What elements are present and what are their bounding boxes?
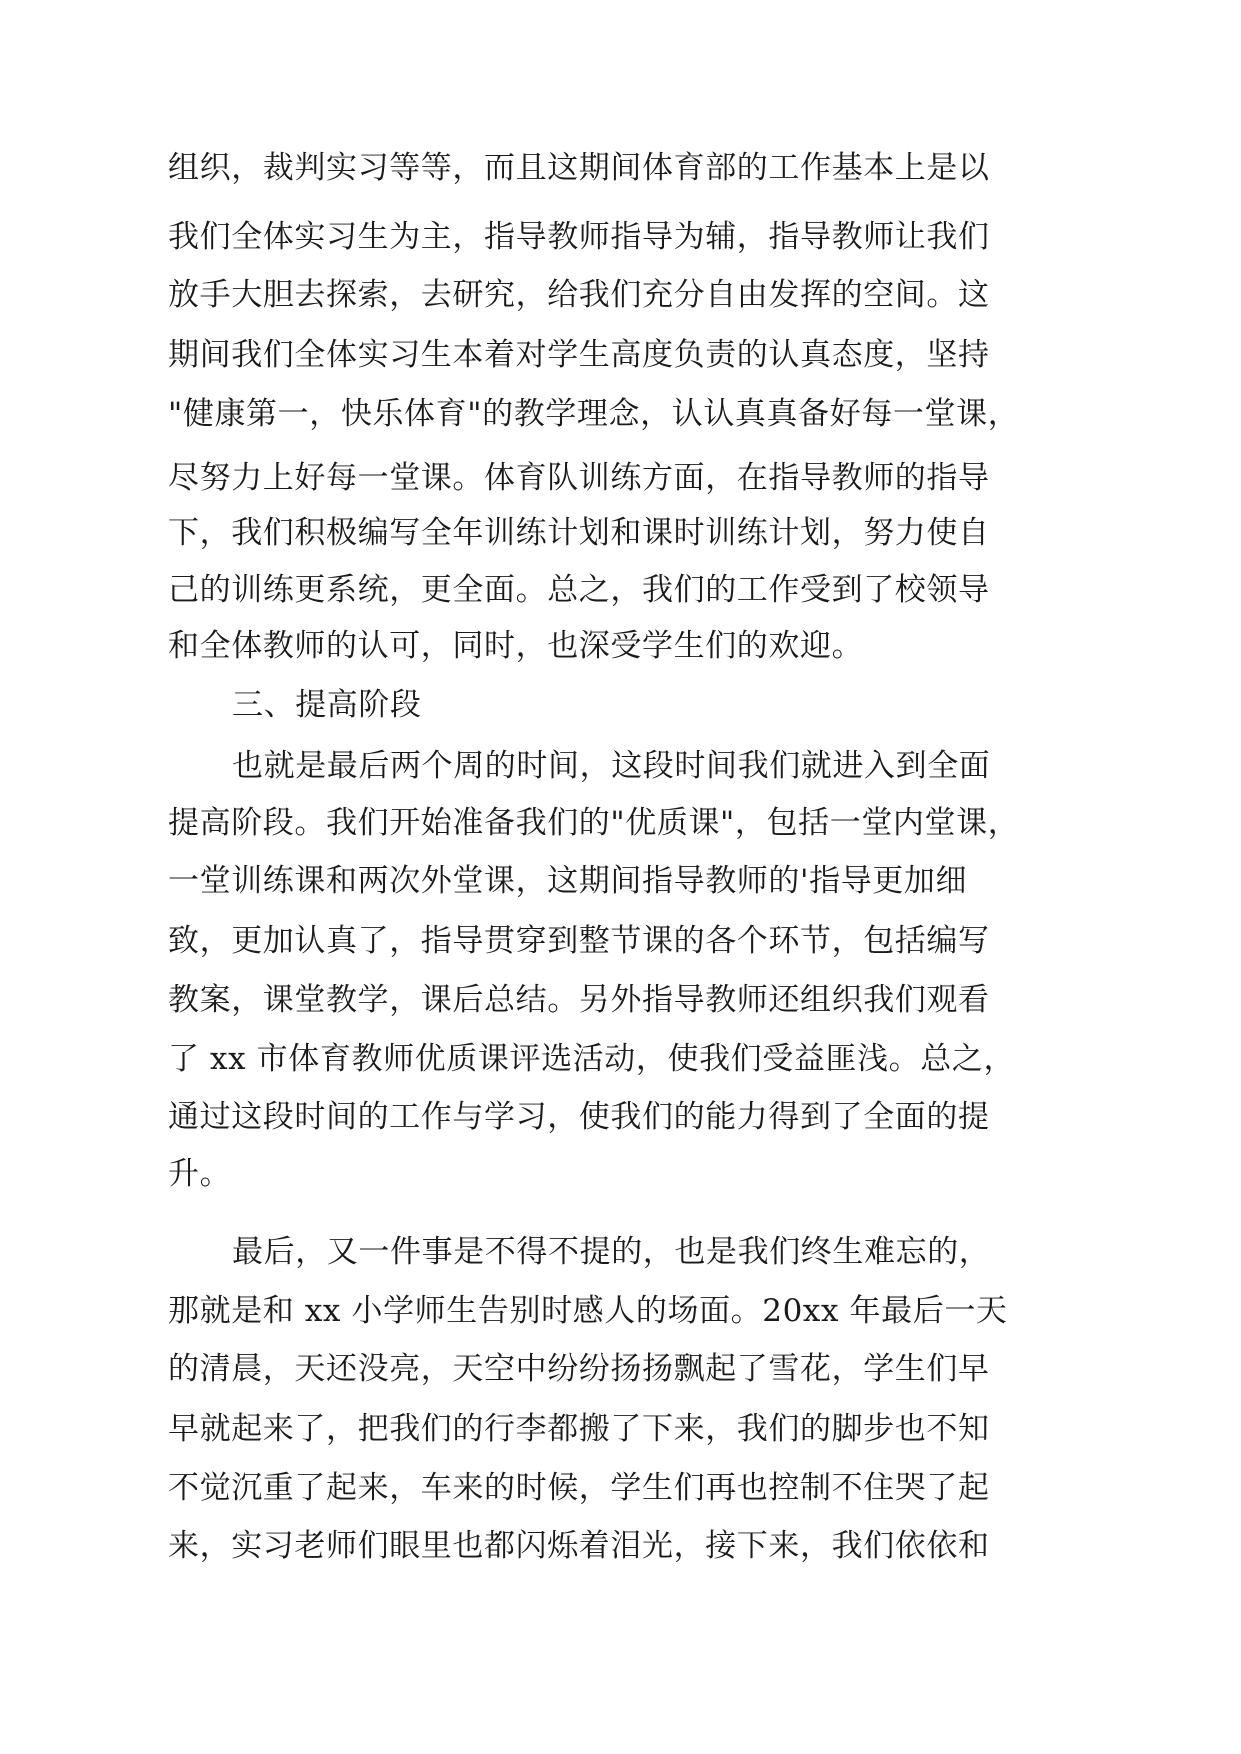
text-line: "健康第一，快乐体育"的教学理念，认认真真备好每一堂课，	[168, 396, 1020, 432]
text-line: 不觉沉重了起来，车来的时候，学生们再也控制不住哭了起	[168, 1470, 990, 1506]
text-line: 通过这段时间的工作与学习，使我们的能力得到了全面的提	[168, 1099, 990, 1135]
text-line: 的清晨，天还没亮，天空中纷纷扬扬飘起了雪花，学生们早	[168, 1351, 990, 1387]
text-line: 了 xx 市体育教师优质课评选活动，使我们受益匪浅。总之，	[168, 1041, 1016, 1077]
text-line: 教案，课堂教学，课后总结。另外指导教师还组织我们观看	[168, 982, 990, 1018]
section-heading: 三、提高阶段	[232, 687, 422, 723]
text-line: 我们全体实习生为主，指导教师指导为辅，指导教师让我们	[168, 219, 990, 255]
text-line: 提高阶段。我们开始准备我们的"优质课"，包括一堂内堂课，	[168, 805, 1020, 841]
text-line: 一堂训练课和两次外堂课，这期间指导教师的'指导更加细	[168, 863, 968, 899]
text-line: 放手大胆去探索，去研究，给我们充分自由发挥的空间。这	[168, 277, 990, 313]
text-line: 下，我们积极编写全年训练计划和课时训练计划，努力使自	[168, 515, 990, 551]
text-line: 早就起来了，把我们的行李都搬了下来，我们的脚步也不知	[168, 1411, 990, 1447]
text-line: 也就是最后两个周的时间，这段时间我们就进入到全面	[232, 748, 991, 784]
text-line: 那就是和 xx 小学师生告别时感人的场面。20xx 年最后一天	[168, 1293, 1008, 1329]
text-line: 来，实习老师们眼里也都闪烁着泪光，接下来，我们依依和	[168, 1528, 990, 1564]
text-line: 升。	[168, 1156, 232, 1192]
text-line: 组织，裁判实习等等，而且这期间体育部的工作基本上是以	[168, 150, 990, 186]
text-line: 尽努力上好每一堂课。体育队训练方面，在指导教师的指导	[168, 460, 990, 496]
text-line: 致，更加认真了，指导贯穿到整节课的各个环节，包括编写	[168, 923, 990, 959]
text-line: 最后，又一件事是不得不提的，也是我们终生难忘的，	[232, 1234, 991, 1270]
text-line: 和全体教师的认可，同时，也深受学生们的欢迎。	[168, 628, 864, 664]
text-line: 己的训练更系统，更全面。总之，我们的工作受到了校领导	[168, 572, 990, 608]
text-line: 期间我们全体实习生本着对学生高度负责的认真态度，坚持	[168, 337, 990, 373]
